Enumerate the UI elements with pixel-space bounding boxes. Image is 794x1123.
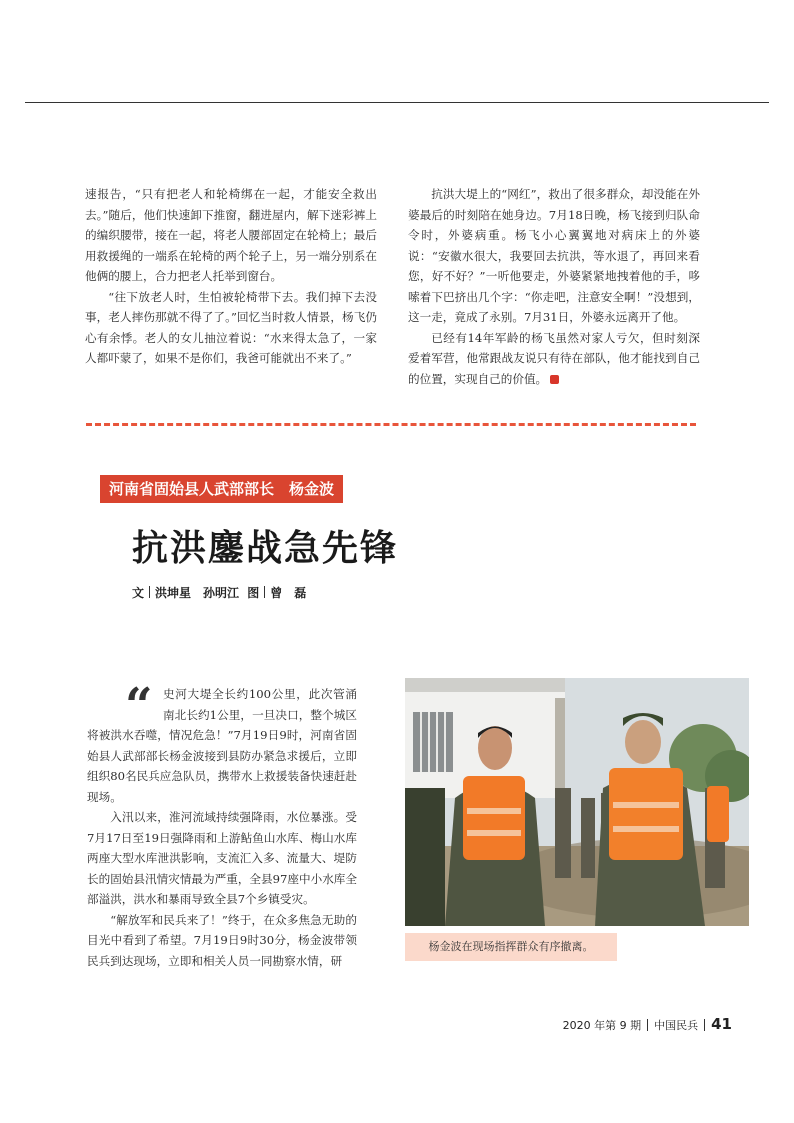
byline-separator	[149, 586, 150, 598]
page-number: 41	[711, 1015, 732, 1033]
paragraph: 入汛以来，淮河流域持续强降雨，水位暴涨。受7月17日至19日强降雨和上游鲇鱼山水库、梅山水库两座大型水库泄洪影响，支流汇入多、流量大、堤防长的固始县汛情灾情最为严重，全县97座中小水库全部溢洪，洪水和暴雨导致全县7个乡镇受灾。	[87, 810, 357, 906]
byline-text-label: 文	[132, 586, 145, 600]
paragraph: 抗洪大堤上的“网红”，救出了很多群众，却没能在外婆最后的时刻陪在她身边。7月18日晚，杨飞接到归队命令时，外婆病重。杨飞小心翼翼地对病床上的外婆说：“安徽水很大，我要回去抗洪，等水退了，再回来看您，好不好？”一听他要走，外婆紧紧地拽着他的手，哆嗦着下巴挤出几个字：“你走吧，注意安全啊！”没想到，这一走，竟成了永别。7月31日，外婆永远离开了他。	[408, 187, 700, 324]
footer-issue: 2020 年第 9 期	[562, 1019, 642, 1032]
footer-separator	[704, 1019, 705, 1031]
top-rule	[25, 102, 769, 103]
paragraph	[408, 328, 700, 390]
byline-authors: 洪坤星 孙明江	[155, 586, 240, 600]
paragraph: 速报告，“只有把老人和轮椅绑在一起，才能安全救出去。”随后，他们快速卸下推窗，翻进屋内，解下迷彩裤上的编织腰带，接在一起，将老人腰部固定在轮椅上；最后用救援绳的一端系在轮椅的两个轮子上，另一端分别系在他俩的腰上，合力把老人托举到窗台。	[85, 187, 377, 283]
footer-magazine: 中国民兵	[654, 1019, 699, 1032]
photo-illustration	[405, 678, 749, 926]
paragraph: “解放军和民兵来了！”终于，在众多焦急无助的目光中看到了希望。7月19日9时30分，杨金波带领民兵到达现场，立即和相关人员一同勘察水情，研	[87, 912, 357, 968]
article-title: 抗洪鏖战急先锋	[132, 528, 399, 569]
section-divider	[86, 423, 696, 426]
footer-separator	[647, 1019, 648, 1031]
byline-separator	[264, 586, 265, 598]
article-top-right-column	[408, 184, 700, 389]
article-photo	[405, 678, 749, 926]
section-kicker: 河南省固始县人武部部长 杨金波	[100, 475, 343, 503]
article-body-column	[87, 678, 357, 971]
byline-photo-label: 图	[247, 586, 260, 600]
paragraph-text: 史河大堤全长约100公里，此次管涌南北长约1公里，一旦决口，整个城区将被洪水吞噬，情况危急！”7月19日9时，河南省固始县人武部部长杨金波接到县防办紧急求援后，立即组织80名民兵应急队员，携带水上救援装备快速赶赴现场。	[87, 687, 357, 804]
quote-mark-icon: “	[125, 678, 153, 734]
paragraph-text: 已经有14年军龄的杨飞虽然对家人亏欠，但时刻深爱着军营，他常跟战友说只有待在部队，他才能找到自己的位置，实现自己的价值。	[408, 330, 700, 386]
page-footer	[563, 1015, 732, 1033]
byline	[132, 584, 306, 601]
byline-photographer: 曾 磊	[270, 586, 307, 600]
photo-caption: 杨金波在现场指挥群众有序撤离。	[405, 933, 617, 961]
paragraph	[87, 678, 357, 807]
end-mark-icon	[550, 375, 559, 384]
paragraph: “往下放老人时，生怕被轮椅带下去。我们掉下去没事，老人摔伤那就不得了了。”回忆当时救人情景，杨飞仍心有余悸。老人的女儿抽泣着说：“水来得太急了，一家人都吓蒙了，如果不是你们，我爸可能就出不来了。”	[85, 289, 377, 365]
article-top-left-column	[85, 184, 377, 369]
